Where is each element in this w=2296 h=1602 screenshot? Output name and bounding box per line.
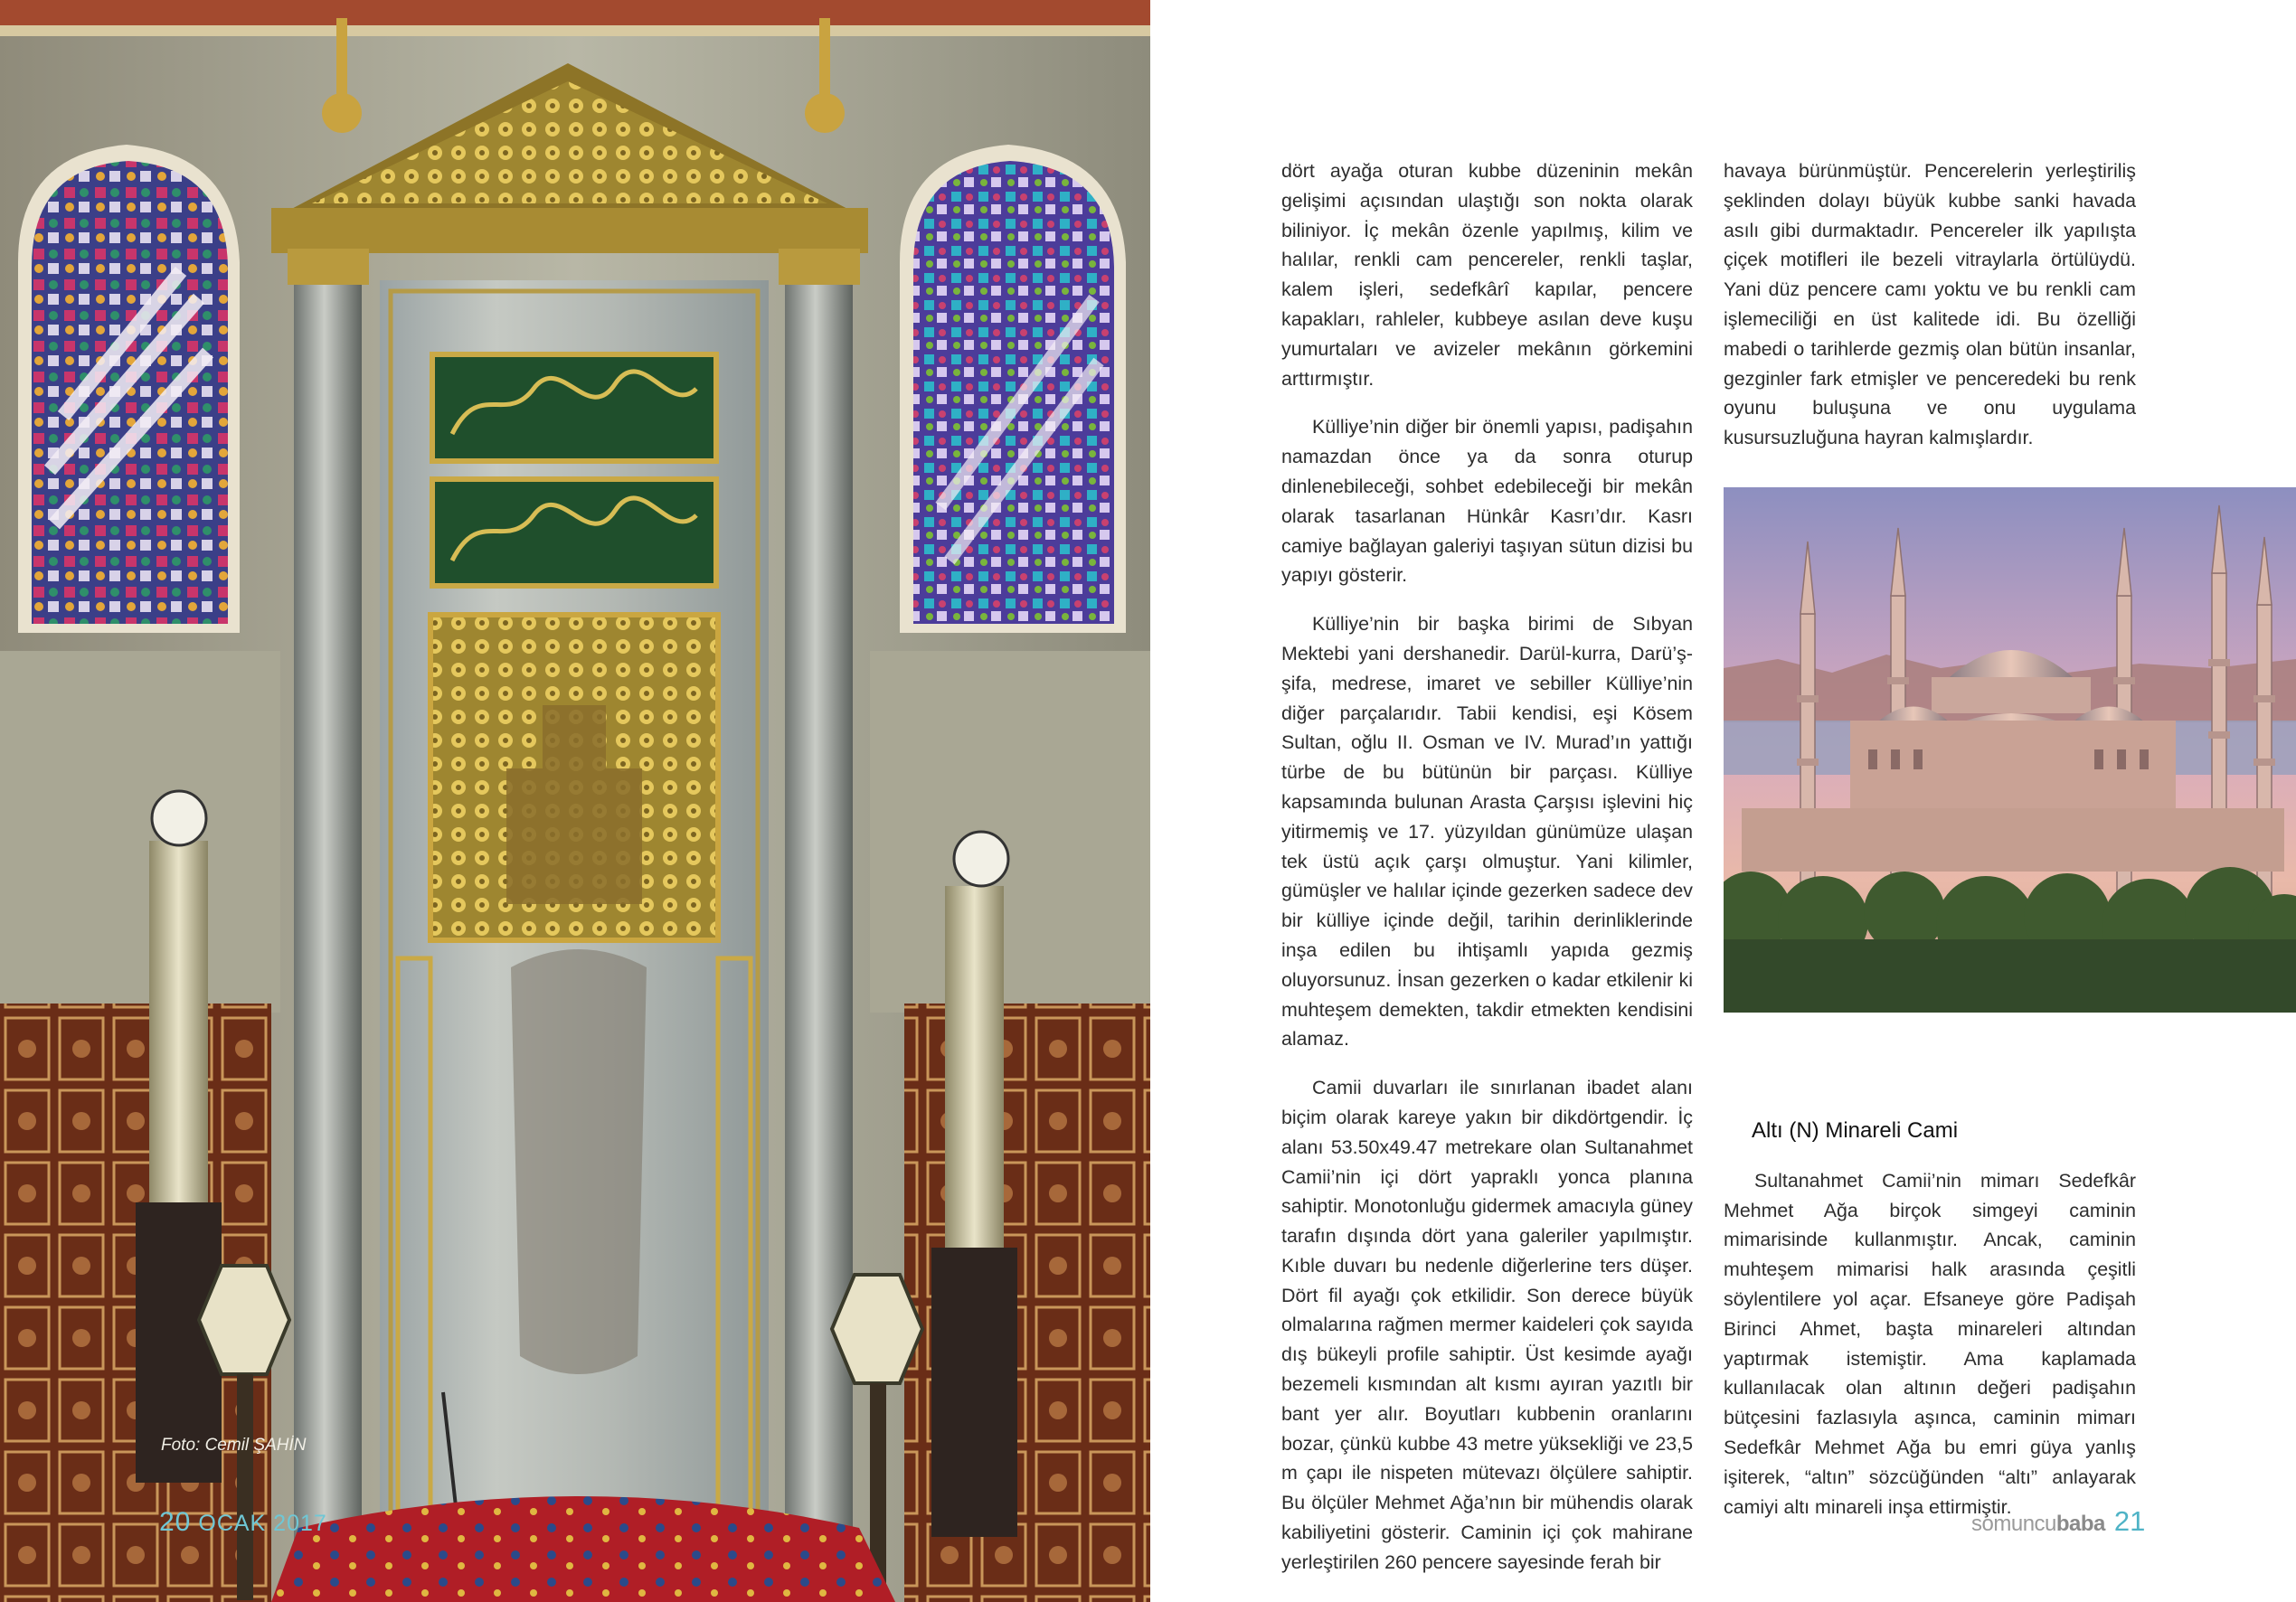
left-folio — [159, 1507, 327, 1538]
article-paragraph: havaya bürünmüştür. Pencerelerin yerleştiriliş şeklinden dolayı büyük kubbe sanki havada asılı gibi durmaktadır. Pencereler ilk yapılışta çiçek motifleri ile bezeli vitraylarla örtülüydü. Yani düz pencere camı yoktu ve bu renkli cam işlemeciliği en üst kalitede idi. Bu özelliği mabedi o tarihlerde gezmiş olan bütün insanlar, gezginler fark etmişler ve penceredeki bu renk oyunu buluşuna ve onu uygulama kusursuzluğuna hayran kalmışlardır. — [1724, 160, 2136, 449]
magazine-name-part1: somuncu — [1971, 1512, 2056, 1536]
right-page-number: 21 — [2113, 1505, 2146, 1537]
article-column-2-top — [1724, 156, 2136, 472]
magazine-name-part2: baba — [2055, 1512, 2105, 1536]
article-paragraph: Külliye’nin diğer bir önemli yapısı, padişahın namazdan önce ya da sonra oturup dinlenebileceği, sohbet edebileceği bir mekân olarak tasarlanan Hünkâr Kasrı’dır. Kasrı camiye bağlayan galeriyi taşıyan sütun dizisi bu yapıyı gösterir. — [1281, 416, 1693, 587]
section-heading: Altı (N) Minareli Cami — [1752, 1118, 1959, 1143]
article-paragraph: Camii duvarları ile sınırlanan ibadet alanı biçim olarak kareye yakın bir dikdörtgendir. İç alanı 53.50x49.47 metrekare olan Sultanahmet Camii’nin içi dört yapraklı yonca planına sahiptir. Monotonluğu gidermek amacıyla güney tarafın dışında dört yana galeriler yapılmıştır. Kıble duvarı bu nedenle diğerlerine ters düşer. Dört fil ayağı çok etkilidir. Son derece büyük olmalarına rağmen mermer kaideleri çok sayıda dış bükeyli profile sahiptir. Üst kesimde ayağı bezemeli kısmından alt kısmı ayıran yazıtlı bir bant yer alır. Boyutları kubbenin oranlarını bozar, çünkü kubbe 43 metre yüksekliği ve 23,5 m çapı ile nispeten mütevazı ölçülere sahiptir. Bu ölçüler Mehmet Ağa’nın bir mühendis olarak kabiliyetini gösterir. Caminin içi çok mahirane yerleştirilen 260 pencere sayesinde ferah bir — [1281, 1077, 1693, 1573]
article-column-1 — [1281, 156, 1693, 1597]
blue-mosque-photo — [1724, 487, 2296, 1013]
article-paragraph: Sultanahmet Camii’nin mimarı Sedefkâr Mehmet Ağa birçok simgeyi caminin mimarisinde kullanmıştır. Ancak, caminin muhteşem mimarisi halk arasında çeşitli söylentilere yol açar. Efsaneye göre Padişah Birinci Ahmet, başta minareleri altından yaptırmak istemiştir. Ama kaplamada kullanılacak olan altının değeri padişahın bütçesini fazlasıyla aşınca, caminin mimarı Sedefkâr Mehmet Ağa bu emri güya yanlış işiterek, “altın” sözcüğünden “altı” anlayarak camiyi altı minareli inşa ettirmiştir. — [1724, 1169, 2136, 1518]
left-page-number: 20 — [159, 1507, 192, 1537]
right-folio — [1971, 1505, 2145, 1541]
article-column-2-bottom — [1724, 1117, 2136, 1541]
photo-credit: Foto: Cemil ŞAHİN — [161, 1436, 307, 1455]
magazine-logo — [1971, 1512, 2105, 1537]
issue-label: OCAK 2017 — [198, 1511, 327, 1536]
article-paragraph: Külliye’nin bir başka birimi de Sıbyan Mektebi yani dershanedir. Darül-kurra, Darü’ş-şifa, medrese, imaret ve sebiller Külliye’nin diğer parçalarıdır. Tabii kendisi, eşi Kösem Sultan, oğlu II. Osman ve IV. Murad’ın yattığı türbe de bu bütünün bir parçası. Külliye kapsamında bulunan Arasta Çarşısı işlevini hiç yitirmemiş ve 17. yüzyıldan günümüze ulaşan tek üstü açık çarşı olmuştur. Yani kilimler, gümüşler ve halılar içinde gezerken sadece dev bir külliye içinde değil, tarihin derinliklerinde inşa edilen bu ihtişamlı yapıda gezmiş oluyorsunuz. İnsan gezerken o kadar etkilenir ki muhteşem demekten, takdir etmekten kendisini alamaz. — [1281, 613, 1693, 1051]
article-paragraph: dört ayağa oturan kubbe düzeninin mekân gelişimi açısından ulaştığı son nokta olarak biliniyor. İç mekân özenle yapılmış, kilim ve halılar, renkli cam pencereler, renkli taşlar, kalem işleri, sedefkârî kapılar, pencere kapakları, rahleler, kubbeye asılan deve kuşu yumurtaları ve avizeler mekânın görkemini arttırmıştır. — [1281, 160, 1693, 390]
